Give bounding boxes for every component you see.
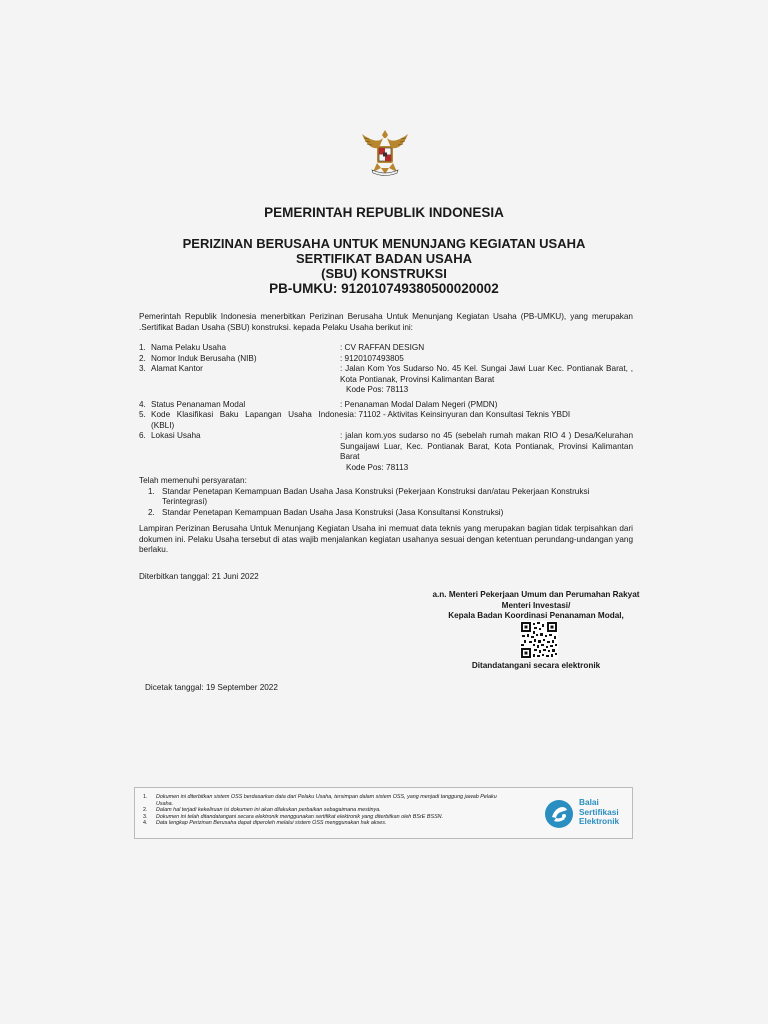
item-label: Lokasi Usaha (151, 431, 201, 440)
item-value: : 71102 - Aktivitas Keinsinyuran dan Konsultasi Teknis YBDI (354, 410, 571, 419)
list-item: 2. Nomor Induk Berusaha (NIB) : 9120107493805 (139, 354, 633, 365)
list-item: 5. Kode Klasifikasi Baku Lapangan Usaha Indonesia (KBLI) : 71102 - Aktivitas Keinsinyuran dan Konsultasi Teknis YBDI (139, 410, 633, 431)
item-label: Alamat Kantor (151, 364, 203, 373)
bsre-seal-icon (543, 798, 575, 830)
list-item: 1. Standar Penetapan Kemampuan Badan Usaha Jasa Konstruksi (Pekerjaan Konstruksi dan/atau Pekerjaan Konstruksi Terintegrasi) (148, 486, 590, 506)
list-item: 2. Dalam hal terjadi kekeliruan isi dokumen ini akan dilakukan perbaikan sebagaimana mestinya. (143, 807, 381, 814)
item-label: Nomor Induk Berusaha (NIB) (151, 353, 257, 363)
electronic-signature-note: Ditandatangani secara elektronik (471, 661, 601, 670)
document-title (0, 236, 768, 296)
footer-notes (143, 794, 513, 827)
bsre-text: Balai Sertifikasi Elektronik (579, 797, 620, 826)
signature-line-3: Kepala Badan Koordinasi Penanaman Modal, (448, 611, 624, 620)
signature-block (420, 590, 652, 622)
list-item: 3. Dokumen ini telah ditandatangani secara elektronik menggunakan sertifikat elektronik yang diterbitkan oleh BSrE BSSN. (143, 813, 444, 820)
requirements-section (139, 476, 633, 518)
footer-notes-box (134, 787, 633, 839)
item-label: Status Penanaman Modal (151, 399, 246, 409)
signature-line-1: a.n. Menteri Pekerjaan Umum dan Perumahan Rakyat (432, 590, 640, 599)
pb-umku-number: PB-UMKU: 912010749380500020002 (269, 281, 499, 296)
printed-date: Dicetak tanggal: 19 September 2022 (145, 683, 278, 692)
list-item: 4. Data lengkap Perizinan Berusaha dapat diperoleh melalui sistem OSS menggunakan hak akses. (143, 820, 387, 827)
list-item: 6. Lokasi Usaha : jalan kom.yos sudarso no 45 (sebelah rumah makan RIO 4 ) Desa/Kelurahan Sungaijawi Luar, Kec. Pontianak Barat, Kota Pontianak, Provinsi Kalimantan Barat Kode Pos: 78113 (139, 431, 633, 472)
government-heading: PEMERINTAH REPUBLIK INDONESIA (264, 205, 504, 220)
qr-code-icon (520, 621, 558, 659)
intro-paragraph: Pemerintah Republik Indonesia menerbitkan Perizinan Berusaha Untuk Menunjang Kegiatan Usaha (PB-UMKU), yang merupakan .Sertifikat Badan Usaha (SBU) konstruksi. kepada Pelaku Usaha berikut ini: (139, 312, 633, 332)
list-item: 1. Dokumen ini diterbitkan sistem OSS berdasarkan data dari Pelaku Usaha, tersimpan dalam sistem OSS, yang menjadi tanggung jawab Pelaku Usaha. (143, 794, 497, 807)
list-item: 3. Alamat Kantor : Jalan Kom Yos Sudarso No. 45 Kel. Sungai Jawi Luar Kec. Pontianak Barat, , Kota Pontianak, Provinsi Kalimantan Barat Kode Pos: 78113 (139, 364, 633, 394)
item-value: : CV RAFFAN DESIGN (340, 343, 425, 352)
requirements-heading: Telah memenuhi persyaratan: (139, 476, 247, 485)
lampiran-paragraph: Lampiran Perizinan Berusaha Untuk Menunjang Kegiatan Usaha ini memuat data teknis yang merupakan bagian tidak terpisahkan dari dokumen ini. Pelaku Usaha tersebut di atas wajib menjalankan kegiatan usahanya sesuai dengan ketentuan perundang-undangan yang berlaku. (139, 524, 633, 554)
item-value: : jalan kom.yos sudarso no 45 (sebelah rumah makan RIO 4 ) Desa/Kelurahan Sungaijawi Luar, Kec. Pontianak Barat, Kota Pontianak, Provinsi Kalimantan Barat Kode Pos: 78113 (340, 431, 633, 472)
business-details-list (139, 343, 633, 473)
item-value: : Jalan Kom Yos Sudarso No. 45 Kel. Sungai Jawi Luar Kec. Pontianak Barat, , Kota Pontianak, Provinsi Kalimantan Barat Kode Pos: 78113 (340, 364, 633, 394)
list-item: 4. Status Penanaman Modal : Penanaman Modal Dalam Negeri (PMDN) (139, 400, 633, 411)
issued-date: Diterbitkan tanggal: 21 Juni 2022 (139, 572, 259, 581)
garuda-emblem-icon (359, 126, 411, 178)
item-value: : 9120107493805 (340, 353, 404, 363)
title-line-3: (SBU) KONSTRUKSI (321, 266, 447, 281)
bsre-logo (543, 796, 629, 832)
item-label: Nama Pelaku Usaha (151, 343, 227, 352)
title-line-1: PERIZINAN BERUSAHA UNTUK MENUNJANG KEGIATAN USAHA (182, 236, 586, 251)
title-line-2: SERTIFIKAT BADAN USAHA (296, 251, 472, 266)
item-value: : Penanaman Modal Dalam Negeri (PMDN) (340, 399, 498, 409)
item-label: Kode Klasifikasi Baku Lapangan Usaha Indonesia (KBLI) (151, 410, 354, 430)
signature-line-2: Menteri Investasi/ (501, 600, 571, 610)
list-item: 1. Nama Pelaku Usaha : CV RAFFAN DESIGN (139, 343, 633, 354)
list-item: 2. Standar Penetapan Kemampuan Badan Usaha Jasa Konstruksi (Jasa Konsultansi Konstruksi) (148, 507, 504, 517)
